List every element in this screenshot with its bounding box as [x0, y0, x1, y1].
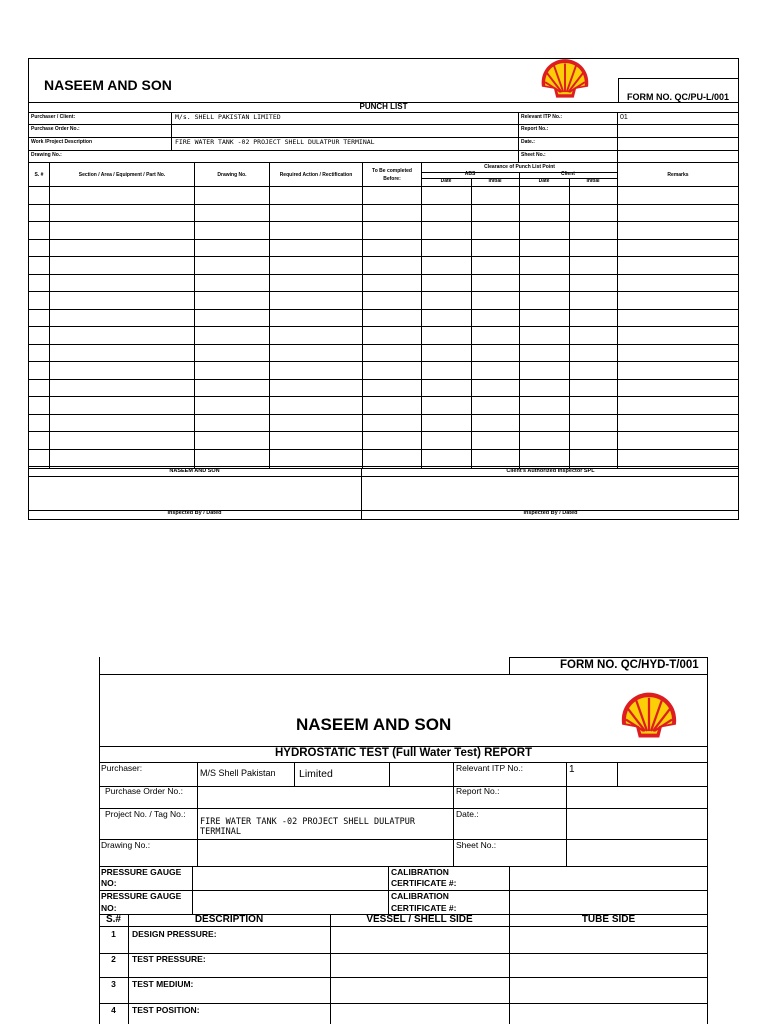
calib-1-a: CALIBRATION	[391, 867, 449, 877]
gauge-1-b: NO:	[101, 878, 117, 888]
itp-value-2: 1	[569, 764, 575, 775]
row-1-no: 1	[111, 929, 116, 939]
project-value-1: FIRE WATER TANK -02 PROJECT SHELL DULATPUR	[200, 817, 415, 827]
grid-line	[28, 274, 739, 275]
col-vessel-side: VESSEL / SHELL SIDE	[366, 914, 473, 925]
report-label: Report No.:	[521, 126, 549, 132]
grid-line	[28, 396, 739, 397]
col-description: DESCRIPTION	[194, 914, 264, 925]
form-title-2: HYDROSTATIC TEST (Full Water Test) REPORT	[274, 747, 533, 759]
row-4-desc: TEST POSITION:	[132, 1005, 200, 1015]
grid-line	[28, 466, 739, 467]
grid-line	[28, 344, 739, 345]
form-number: FORM NO. QC/PU-L/001	[627, 92, 730, 102]
row-4-no: 4	[111, 1005, 116, 1015]
purchaser-value-b: Limited	[299, 768, 333, 780]
drawing-label-2: Drawing No.:	[101, 840, 151, 850]
date-label: Date.:	[521, 139, 535, 145]
gauge-2-b: NO:	[101, 903, 117, 913]
itp-label-2: Relevant ITP No.:	[456, 763, 523, 773]
col-drawing: Drawing No.	[217, 172, 247, 178]
date-label-2: Date.:	[456, 809, 479, 819]
col-tobe-2: Before:	[383, 176, 401, 182]
project-value-2: TERMINAL	[200, 827, 241, 837]
calib-2-b: CERTIFICATE #:	[391, 903, 457, 913]
form-title: PUNCH LIST	[359, 102, 408, 111]
grid-line	[28, 291, 739, 292]
sheet-label-2: Sheet No.:	[456, 840, 497, 850]
po-label: Purchase Order No.:	[31, 126, 80, 132]
grid-line	[194, 162, 195, 468]
grid-line	[28, 449, 739, 450]
shell-logo-2	[617, 690, 681, 744]
col-sno: S. #	[34, 172, 44, 178]
grid-line	[421, 162, 422, 468]
col-section: Section / Area / Equipment / Part No.	[78, 172, 166, 178]
grid-line	[617, 162, 618, 468]
po-label-2: Purchase Order No.:	[105, 786, 183, 796]
inspected-by-left: Inspected By / Dated	[167, 510, 222, 516]
grid-line	[28, 309, 739, 310]
col-client-date: Date	[538, 178, 550, 184]
col-clearance: Clearance of Punch List Point	[484, 164, 555, 170]
grid-line	[269, 162, 270, 468]
grid-line	[49, 162, 50, 468]
row-2-desc: TEST PRESSURE:	[132, 954, 206, 964]
col-abs-initial: Initial	[488, 178, 502, 184]
shell-logo	[536, 58, 594, 102]
footer-company: NASEEM AND SON	[169, 468, 220, 474]
sheet-label: Sheet No.:	[521, 152, 546, 158]
grid-line	[569, 178, 570, 468]
grid-line	[28, 326, 739, 327]
form-number-2: FORM NO. QC/HYD-T/001	[560, 659, 699, 671]
gauge-2-a: PRESSURE GAUGE	[101, 891, 182, 901]
purchaser-value: M/s. SHELL PAKISTAN LIMITED	[175, 113, 281, 121]
col-tobe-1: To Be completed	[372, 168, 412, 174]
grid-line	[28, 204, 739, 205]
grid-line	[28, 256, 739, 257]
grid-line	[471, 178, 472, 468]
project-label: Project No. / Tag No.:	[105, 809, 186, 819]
gauge-1-a: PRESSURE GAUGE	[101, 867, 182, 877]
row-2-no: 2	[111, 954, 116, 964]
col-client: Client	[561, 171, 575, 177]
itp-label: Relevant ITP No.:	[521, 114, 563, 120]
col-tube-side: TUBE SIDE	[581, 914, 636, 925]
col-sno-2: S.#	[105, 914, 121, 925]
grid-line	[28, 379, 739, 380]
footer-client-inspector: Client's Authorized Inspector SPL	[506, 468, 595, 474]
calib-1-b: CERTIFICATE #:	[391, 878, 457, 888]
drawing-label: Drawing No.:	[31, 152, 62, 158]
purchaser-label-2: Purchaser:	[101, 763, 143, 773]
company-name: NASEEM AND SON	[44, 77, 172, 93]
purchaser-value-a: M/S Shell Pakistan	[200, 768, 276, 778]
col-abs: ABS	[464, 171, 476, 177]
grid-line	[28, 431, 739, 432]
purchaser-label: Purchaser / Client:	[31, 114, 76, 120]
grid-line	[362, 162, 363, 468]
calib-2-a: CALIBRATION	[391, 891, 449, 901]
wpd-value: FIRE WATER TANK -02 PROJECT SHELL DULATPUR TERMINAL	[175, 138, 375, 146]
col-action: Required Action / Rectification	[279, 172, 353, 178]
wpd-label: Work /Project Description	[31, 139, 93, 145]
col-remarks: Remarks	[667, 172, 689, 178]
row-3-desc: TEST MEDIUM:	[132, 979, 194, 989]
grid-line	[28, 361, 739, 362]
row-1-desc: DESIGN PRESSURE:	[132, 929, 217, 939]
grid-line	[28, 221, 739, 222]
grid-line	[28, 239, 739, 240]
inspected-by-right: Inspected By / Dated	[523, 510, 578, 516]
grid-line	[28, 414, 739, 415]
row-3-no: 3	[111, 979, 116, 989]
company-name-2: NASEEM AND SON	[296, 715, 452, 734]
col-abs-date: Date	[440, 178, 452, 184]
grid-line	[519, 172, 520, 468]
itp-value: 01	[620, 114, 628, 121]
col-client-initial: Initial	[586, 178, 600, 184]
report-label-2: Report No.:	[456, 786, 500, 796]
